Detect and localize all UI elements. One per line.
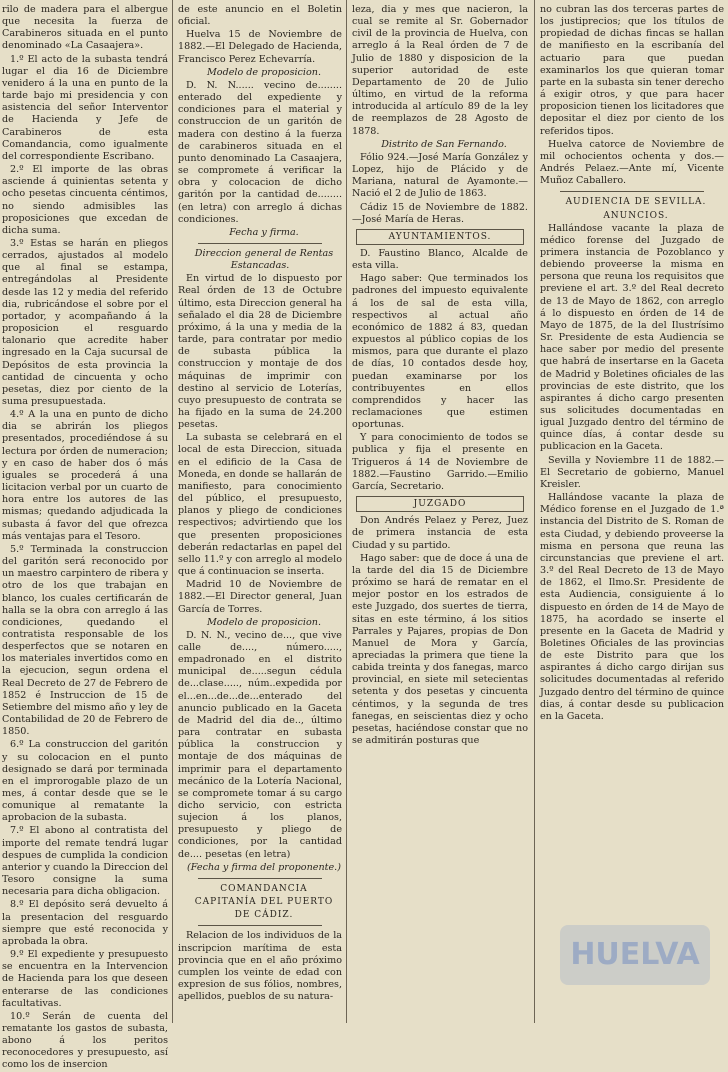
separator [560, 191, 704, 192]
date-line: Sevilla y Noviembre 11 de 1882.—El Secretario de gobierno, Manuel Kreisler. [540, 454, 724, 490]
paragraph: no cubran las dos terceras partes de los justiprecios; que los títulos de propiedad de dichas fincas se hallan de manifiesto en la escribanía del actuario para que puedan examinarlos los que quieran tomar parte en la subasta sin tener derecho á exigir otros, y que para hacer proposicion tienen los licitadores que depositar el diez por ciento de los referidos tipos. [540, 4, 724, 137]
column-2 [178, 4, 342, 1019]
paragraph: Don Andrés Pelaez y Perez, Juez de primera instancia de esta Ciudad y su partido. [352, 515, 528, 551]
section-heading: Modelo de proposicion. [206, 616, 322, 628]
paragraph: 7.º El abono al contratista del importe del remate tendrá lugar despues de cumplida la condicion anterior y cuando la Direccion del Tesoro consigne la suma necesaria para dicha obligacion. [2, 825, 168, 898]
paragraph: 5.º Terminada la construccion del garitón será reconocido por un maestro carpintero de ribera y otro de los que trabajan en blanco, los cuales certificarán de halla se la obra con arreglo á las condiciones, quedando el contratista responsable de los desperfectos que se notaren en los materiales invertidos como en la ejecucion, segun ordena el Real Decreto de 27 de Febrero de 1852 é Instruccion de 15 de Setiembre del mismo año y ley de Contabilidad de 20 de Febrero de 1850. [2, 543, 168, 738]
paragraph: Fólio 924.—José María González y Lopez, hijo de Plácido y de Mariana, natural de Ayamonte.—Nació el 2 de Julio de 1863. [352, 151, 528, 200]
signature-line: (Fecha y firma del proponente.) [187, 861, 341, 873]
paragraph: Madrid 10 de Noviembre de 1882.—El Director general, Juan García de Torres. [178, 579, 342, 615]
paragraph: Hago saber: que de doce á una de la tarde del dia 15 de Diciembre próximo se hará de rematar en el mejor postor en los estrados de este Juzgado, dos suertes de tierra, sitas en este término, á los sitios Parrales y Pajares, propias de Don Manuel de Mora y García, apreciadas la primera que tiene la cabida treinta y dos fanegas, marco provincial, en siete mil setecientas setenta y dos pesetas y cincuenta céntimos, y la segunda de tres fanegas, en seiscientas diez y ocho pesetas, haciéndose constar que no se admitirán posturas que [352, 552, 528, 747]
column-rule [346, 0, 347, 1023]
column-1 [2, 4, 168, 1071]
watermark-logo: HUELVA [560, 925, 710, 985]
paragraph: Y para conocimiento de todos se publica y fija el presente en Trigueros á 14 de Noviembre de 1882.—Faustino Garrido.—Emilio García, Secretario. [352, 432, 528, 492]
separator [198, 243, 322, 244]
column-4 [540, 4, 724, 1019]
paragraph: Hallándose vacante la plaza de médico forense del Juzgado de primera instancia de Pozoblanco y debiendo proveerse la misma en persona que reuna los requisitos que previene el art. 3.º del Real decreto de 13 de Mayo de 1862, con arreglo á lo dispuesto en órden de 14 de Mayo de 1875, de la del Ilustrísimo Sr. Presidente de esta Audiencia se hace saber por medio del presente que habrá de insertarse en la Gaceta de Madrid y Boletines oficiales de las provincias de este distrito, que los aspirantes á dicho cargo presenten sus solicitudes documentadas en igual Juzgado dentro del término de quince días, á contar desde su publicacion en la Gaceta. [540, 222, 724, 453]
section-heading: DE CÁDIZ. [234, 910, 294, 921]
paragraph: 1.º El acto de la subasta tendrá lugar el dia 16 de Diciembre venidero á la una en punto de la tarde bajo mi presidencia y con asistencia del señor Interventor de Hacienda y Jefe de Carabineros de esta Comandancia, como igualmente del correspondiente Escribano. [2, 53, 168, 162]
paragraph: 9.º El expediente y presupuesto se encuentra en la Intervencion de Hacienda para los que deseen enterarse de las condiciones facultativas. [2, 949, 168, 1009]
paragraph: rilo de madera para el albergue que necesita la fuerza de Carabineros situada en el punto denominado «La Casaajera». [2, 4, 168, 52]
paragraph: 2.º El importe de las obras asciende á quinientas setenta y ocho pesetas cincuenta céntimos, no siendo admisibles las proposiciones que excedan de dicha suma. [2, 164, 168, 236]
section-box-juzgado: JUZGADO [356, 496, 524, 512]
paragraph: D. Faustino Blanco, Alcalde de esta villa. [352, 247, 528, 272]
paragraph: D. N. N...... vecino de........ enterado del expediente y condiciones para el material y construccion de un garitón de madera con destino á la fuerza de carabineros situada en el punto denominado La Casaajera, se compromete á verificar la obra y colocacion de dicho garitón por la cantidad de........ (en letra) con arreglo á dichas condiciones. [178, 79, 342, 225]
date-line: Cádiz 15 de Noviembre de 1882.—José María de Heras. [352, 201, 528, 225]
section-heading: Distrito de San Fernando. [381, 138, 507, 150]
date-line: Huelva catorce de Noviembre de mil ochocientos ochenta y dos.—Andrés Pelaez.—Ante mí, Vicente Muñoz Caballero. [540, 138, 724, 187]
paragraph: 4.º A la una en punto de dicho dia se abrirán los pliegos presentados, procediéndose á su lectura por órden de numeracion; y en caso de haber dos ó más iguales se procederá á una licitacion verbal por un cuarto de hora entre los autores de las mismas; quedando adjudicada la subasta á favor del que ofrezca más ventajas para el Tesoro. [2, 409, 168, 542]
paragraph: En virtud de lo dispuesto por Real órden de 13 de Octubre último, esta Direccion general ha señalado el dia 28 de Diciembre próximo, á la una y media de la tarde, para contratar por medio de subasta pública la construccion y montaje de dos máquinas de imprimir con destino al servicio de Loterías, cuyo presupuesto de contrata se ha fijado en la suma de 24.200 pesetas. [178, 273, 342, 431]
column-rule [534, 0, 535, 1023]
section-heading: Modelo de proposicion. [206, 66, 322, 78]
separator [198, 878, 322, 879]
paragraph: 8.º El depósito será devuelto á la presentacion del resguardo siempre que esté reconocida y aprobada la obra. [2, 899, 168, 947]
paragraph: Hago saber: Que terminados los padrones del impuesto equivalente á los de sal de esta villa, respectivos al actual año económico de 1882 á 83, quedan expuestos al público copias de los mismos, para que durante el plazo de días, 10 contados desde hoy, puedan examinarse por los contribuyentes en ellos comprendidos y hacer las reclamaciones que estimen oportunas. [352, 273, 528, 431]
section-heading: ANUNCIOS. [603, 210, 669, 221]
column-3 [352, 4, 528, 1019]
paragraph: 3.º Estas se harán en pliegos cerrados, ajustados al modelo que al final se estampa, entregándolas al Presidente desde las 12 y media del referido dia, rubricándose el sobre por el portador, y acompañando á la proposicion el resguardo talonario que acredite haber ingresado en la Caja sucursal de Depósitos de esta provincia la cantidad de cincuenta y ocho pesetas, diez por ciento de la suma presupuestada. [2, 237, 168, 407]
paragraph: Hallándose vacante la plaza de Médico forense en el Juzgado de 1.ª instancia del Distrito de S. Roman de esta Ciudad, y debiendo proveerse la misma en persona que reuna las circunstancias que previene el art. 3.º del Real Decreto de 13 de Mayo de 1862, el Ilmo.Sr. Presidente de esta Audiencia, consiguiente á lo dispuesto en órden de 14 de Mayo de 1875, ha acordado se inserte el presente en la Gaceta de Madrid y Boletines Oficiales de las provincias de este Distrito para que los aspirantes á dicho cargo dirijan sus solicitudes documentadas al referido Juzgado dentro del término de quince dias, á contar desde su publicacion en la Gaceta. [540, 492, 724, 722]
paragraph: 10.º Serán de cuenta del rematante los gastos de subasta, abono á los peritos reconocedores y presupuesto, así como los de insercion [2, 1010, 168, 1071]
section-heading: Direccion general de Rentas Estancadas. [194, 247, 334, 272]
column-rule [172, 0, 173, 1023]
paragraph: D. N. N., vecino de..., que vive calle de...., número....., empadronado en el distrito municipal de.....segun cédula de...clase....., núm..expedida por el...en...de...de...enterado del anuncio publicado en la Gaceta de Madrid del dia de.., último para contratar en subasta pública la construccion y montaje de dos máquinas de imprimir para el departamento mecánico de la Lotería Nacional, se compromete tomar á su cargo dicho servicio, con estricta sujecion á los planos, presupuesto y pliego de condiciones, por la cantidad de.... pesetas (en letra) [178, 629, 342, 860]
section-box-ayuntamientos: AYUNTAMIENTOS. [356, 229, 524, 245]
separator [198, 925, 322, 926]
section-heading: CAPITANÍA DEL PUERTO [194, 897, 334, 908]
paragraph: Relacion de los individuos de la inscripcion marítima de esta provincia que en el año próximo cumplen los veinte de edad con expresion de sus fólios, nombres, apellidos, pueblos de su natura- [178, 930, 342, 1003]
date-line: Huelva 15 de Noviembre de 1882.—El Delegado de Hacienda, Francisco Perez Echevarría. [178, 29, 342, 65]
paragraph: La subasta se celebrará en el local de esta Direccion, situada en el edificio de la Casa de Moneda, en donde se hallarán de manifiesto, para conocimiento del público, el presupuesto, planos y pliego de condiciones respectivos; advirtiendo que los que presenten proposiciones deberán redactarlas en papel del sello 11.º y con arreglo al modelo que á continuacion se inserta. [178, 432, 342, 578]
signature-line: Fecha y firma. [229, 226, 299, 238]
section-heading: AUDIENCIA DE SEVILLA. [565, 197, 707, 208]
section-heading: COMANDANCIA [220, 883, 308, 894]
paragraph: leza, dia y mes que nacieron, la cual se remite al Sr. Gobernador civil de la provincia de Huelva, con arreglo á la Real órden de 7 de Julio de 1880 y disposicion de la superior autoridad de este Departamento de 20 de Julio último, en virtud de la reforma introducida al artículo 89 de la ley de reemplazos de 28 Agosto de 1878. [352, 4, 528, 137]
paragraph: 6.º La construccion del garitón y su colocacion en el punto designado se dará por terminada en el improrogable plazo de un mes, á contar desde que se le comunique al rematante la aprobacion de la subasta. [2, 739, 168, 824]
paragraph: de este anuncio en el Boletin oficial. [178, 4, 342, 28]
